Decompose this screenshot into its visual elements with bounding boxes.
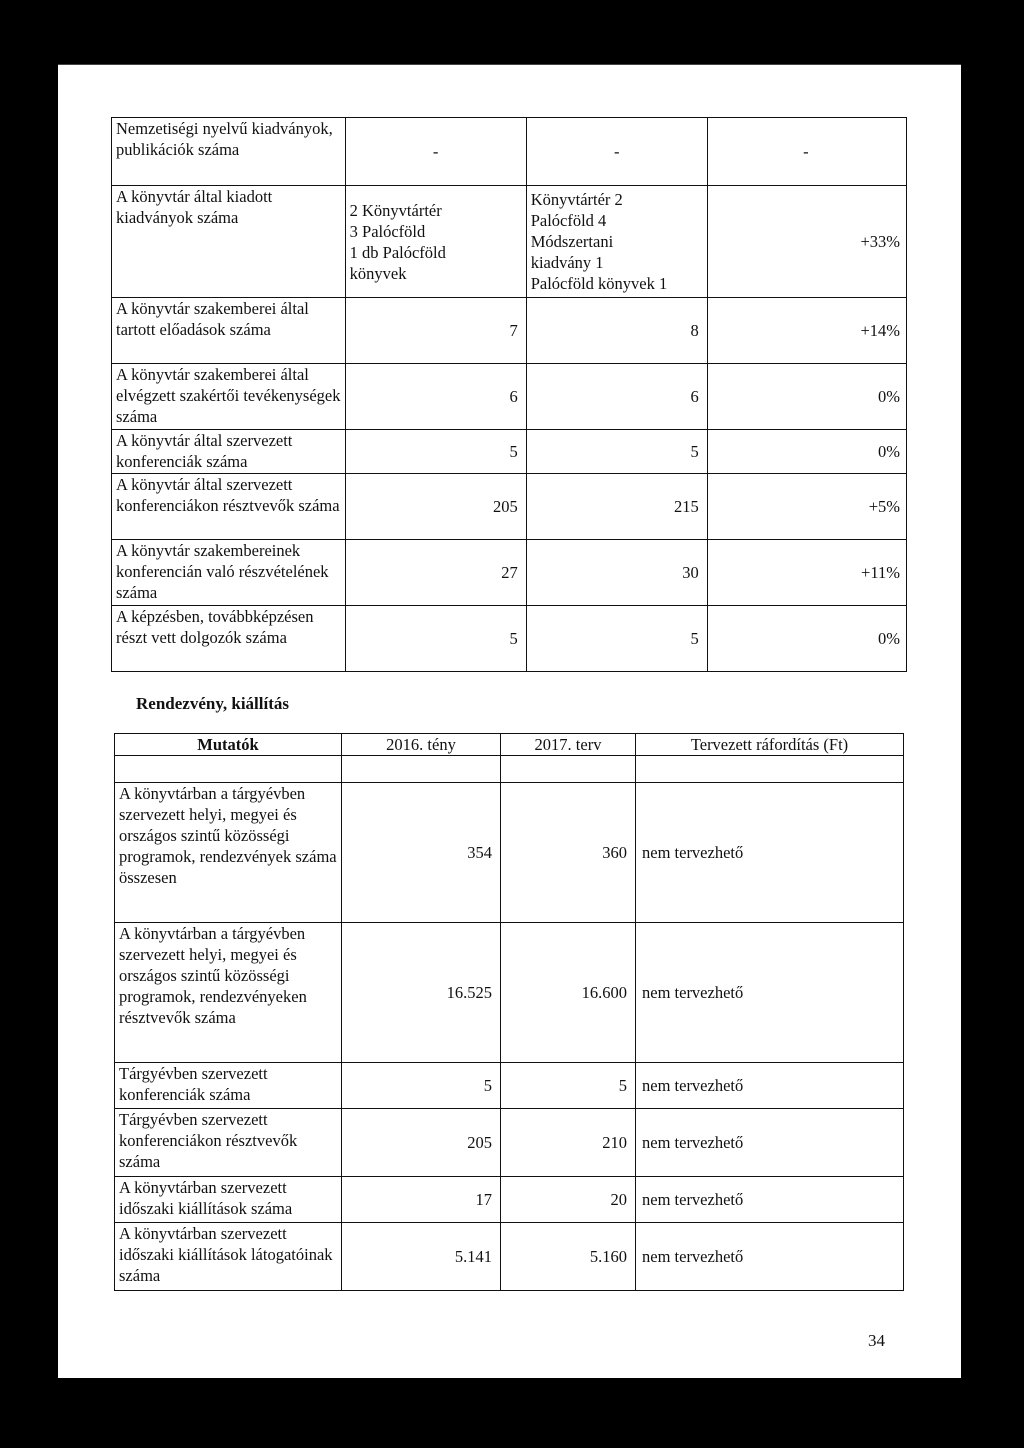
planned-cost: nem tervezhető (636, 1063, 904, 1109)
table-row (115, 1177, 904, 1223)
table-row (112, 474, 907, 540)
row-label: Nemzetiségi nyelvű kiadványok, publikációk száma (112, 118, 346, 186)
table-row (115, 783, 904, 923)
planned-cost: nem tervezhető (636, 1223, 904, 1291)
value-2016: 205 (342, 1109, 501, 1177)
value-2017: 360 (501, 783, 636, 923)
indicators-table (111, 117, 907, 672)
row-label: A könyvtár szakemberei által tartott előadások száma (112, 298, 346, 364)
value-2017: 215 (526, 474, 707, 540)
row-label: A könyvtár szakembereinek konferencián való részvételének száma (112, 540, 346, 606)
change-percent: +14% (707, 298, 906, 364)
value-2017: - (526, 118, 707, 186)
value-2017: 8 (526, 298, 707, 364)
value-2017: 5 (526, 606, 707, 672)
planned-cost: nem tervezhető (636, 1109, 904, 1177)
table-row (112, 540, 907, 606)
value-2016: - (345, 118, 526, 186)
value-2016: 5 (342, 1063, 501, 1109)
value-2016: 27 (345, 540, 526, 606)
value-2016: 5.141 (342, 1223, 501, 1291)
change-percent: 0% (707, 364, 906, 430)
value-2017: 210 (501, 1109, 636, 1177)
table-row (112, 186, 907, 298)
table-row (112, 606, 907, 672)
page-number: 34 (868, 1331, 885, 1350)
value-2017: 20 (501, 1177, 636, 1223)
table-row (112, 298, 907, 364)
value-2017: 16.600 (501, 923, 636, 1063)
header-cost: Tervezett ráfordítás (Ft) (636, 734, 904, 756)
value-2016: 6 (345, 364, 526, 430)
table-row (115, 1109, 904, 1177)
table-row (112, 364, 907, 430)
row-label: Tárgyévben szervezett konferenciák száma (115, 1063, 342, 1109)
value-2016: 205 (345, 474, 526, 540)
events-table-header (115, 734, 904, 756)
change-percent: +33% (707, 186, 906, 298)
row-label: A könyvtárban szervezett időszaki kiállítások látogatóinak száma (115, 1223, 342, 1291)
row-label: A könyvtár szakemberei által elvégzett szakértői tevékenységek száma (112, 364, 346, 430)
change-percent: 0% (707, 430, 906, 474)
change-percent: 0% (707, 606, 906, 672)
value-2016: 354 (342, 783, 501, 923)
header-2017: 2017. terv (501, 734, 636, 756)
header-2016: 2016. tény (342, 734, 501, 756)
table-row (115, 1063, 904, 1109)
value-2016: 16.525 (342, 923, 501, 1063)
change-percent: - (707, 118, 906, 186)
value-2017: 5 (501, 1063, 636, 1109)
change-percent: +5% (707, 474, 906, 540)
change-percent: +11% (707, 540, 906, 606)
planned-cost: nem tervezhető (636, 923, 904, 1063)
events-table-spacer-row (115, 756, 904, 783)
value-2016: 5 (345, 430, 526, 474)
row-label: A könyvtár által szervezett konferenciákon résztvevők száma (112, 474, 346, 540)
value-2017: 5 (526, 430, 707, 474)
row-label: A könyvtárban a tárgyévben szervezett helyi, megyei és országos szintű közösségi programok, rendezvények száma összesen (115, 783, 342, 923)
row-label: A képzésben, továbbképzésen részt vett dolgozók száma (112, 606, 346, 672)
document-page (58, 64, 961, 1378)
section-title: Rendezvény, kiállítás (136, 694, 290, 713)
events-table (114, 733, 904, 1291)
row-label: A könyvtárban szervezett időszaki kiállítások száma (115, 1177, 342, 1223)
table-row (115, 923, 904, 1063)
planned-cost: nem tervezhető (636, 1177, 904, 1223)
header-mutatok: Mutatók (115, 734, 342, 756)
table-row (115, 1223, 904, 1291)
value-2016: 17 (342, 1177, 501, 1223)
row-label: Tárgyévben szervezett konferenciákon résztvevők száma (115, 1109, 342, 1177)
value-2016: 2 Könyvtártér 3 Palócföld 1 db Palócföld könyvek (345, 186, 526, 298)
row-label: A könyvtárban a tárgyévben szervezett helyi, megyei és országos szintű közösségi programok, rendezvényeken résztvevők száma (115, 923, 342, 1063)
value-2017: 30 (526, 540, 707, 606)
page-top-rule (58, 64, 961, 65)
value-2016: 5 (345, 606, 526, 672)
planned-cost: nem tervezhető (636, 783, 904, 923)
row-label: A könyvtár által kiadott kiadványok száma (112, 186, 346, 298)
value-2017: 6 (526, 364, 707, 430)
value-2017: Könyvtártér 2 Palócföld 4 Módszertani kiadvány 1 Palócföld könyvek 1 (526, 186, 707, 298)
row-label: A könyvtár által szervezett konferenciák száma (112, 430, 346, 474)
table-row (112, 430, 907, 474)
value-2017: 5.160 (501, 1223, 636, 1291)
table-row (112, 118, 907, 186)
value-2016: 7 (345, 298, 526, 364)
